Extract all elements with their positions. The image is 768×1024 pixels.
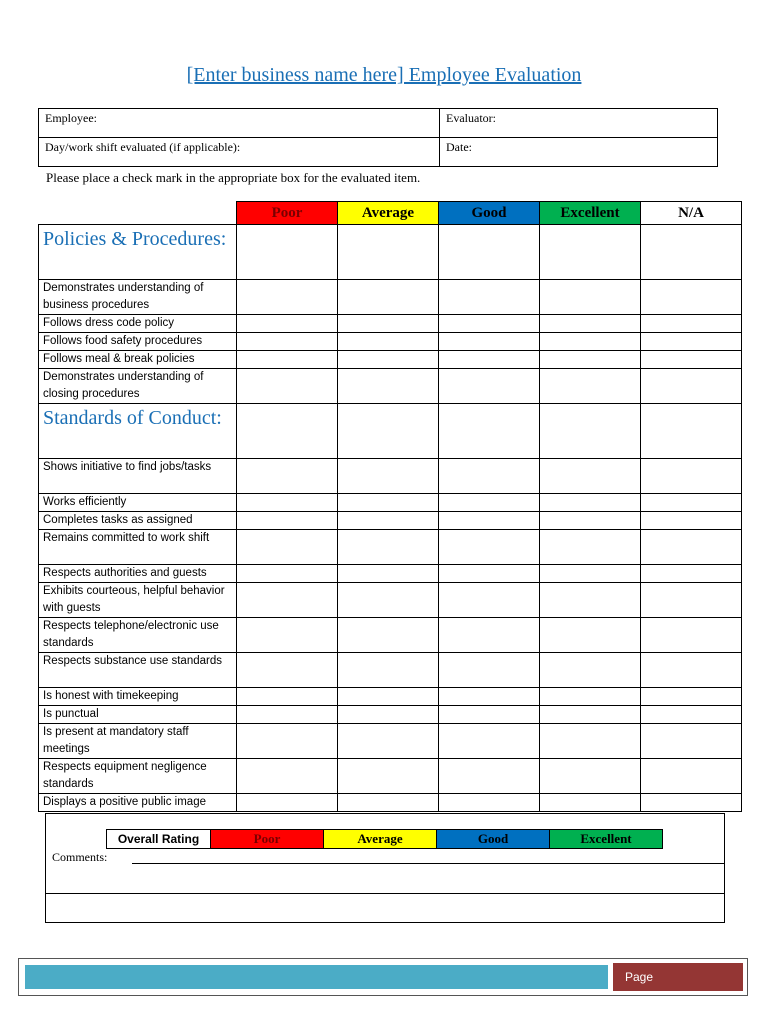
rating-header-average: Average [338,202,439,225]
checkbox-cell-poor[interactable] [237,351,338,369]
checkbox-cell-excellent[interactable] [540,512,641,530]
checkbox-cell-good[interactable] [439,565,540,583]
evaluator-field[interactable]: Evaluator: [440,109,718,138]
checkbox-cell-excellent[interactable] [540,724,641,759]
criterion-label: Respects substance use standards [39,653,237,688]
header-blank-cell [39,202,237,225]
checkbox-cell-good[interactable] [439,759,540,794]
section-cell-average [338,225,439,280]
checkbox-cell-good[interactable] [439,618,540,653]
checkbox-cell-excellent[interactable] [540,688,641,706]
overall-rating-good[interactable]: Good [437,830,550,849]
checkbox-cell-poor[interactable] [237,459,338,494]
comments-label: Comments: [52,850,108,864]
shift-field[interactable]: Day/work shift evaluated (if applicable): [39,138,440,167]
criterion-label: Displays a positive public image [39,794,237,812]
checkbox-cell-na[interactable] [641,724,742,759]
checkbox-cell-average[interactable] [338,583,439,618]
checkbox-cell-excellent[interactable] [540,280,641,315]
section-cell-excellent [540,404,641,459]
checkbox-cell-average[interactable] [338,351,439,369]
section-row [39,404,742,459]
section-cell-poor [237,404,338,459]
checkbox-cell-na[interactable] [641,512,742,530]
checkbox-cell-good[interactable] [439,530,540,565]
checkbox-cell-na[interactable] [641,653,742,688]
checkbox-cell-excellent[interactable] [540,530,641,565]
criterion-label: Exhibits courteous, helpful behavior with guests [39,583,237,618]
checkbox-cell-excellent[interactable] [540,583,641,618]
checkbox-cell-excellent[interactable] [540,794,641,812]
checkbox-cell-poor[interactable] [237,494,338,512]
section-title: Policies & Procedures: [39,225,237,280]
checkbox-cell-average[interactable] [338,653,439,688]
criterion-row [39,706,742,724]
page-number-label: Page [613,963,743,991]
checkbox-cell-na[interactable] [641,459,742,494]
checkbox-cell-poor[interactable] [237,280,338,315]
checkbox-cell-average[interactable] [338,459,439,494]
checkbox-cell-na[interactable] [641,315,742,333]
checkbox-cell-excellent[interactable] [540,333,641,351]
criterion-label: Demonstrates understanding of closing procedures [39,369,237,404]
checkbox-cell-average[interactable] [338,369,439,404]
criterion-row [39,530,742,565]
checkbox-cell-excellent[interactable] [540,618,641,653]
checkbox-cell-average[interactable] [338,688,439,706]
criterion-label: Follows meal & break policies [39,351,237,369]
checkbox-cell-na[interactable] [641,565,742,583]
checkbox-cell-na[interactable] [641,494,742,512]
rating-header-poor: Poor [237,202,338,225]
criterion-row [39,369,742,404]
criterion-row [39,618,742,653]
section-cell-good [439,225,540,280]
criterion-row [39,724,742,759]
checkbox-cell-good[interactable] [439,280,540,315]
criterion-row [39,653,742,688]
date-field[interactable]: Date: [440,138,718,167]
section-cell-poor [237,225,338,280]
overall-rating-average[interactable]: Average [324,830,437,849]
checkbox-cell-excellent[interactable] [540,459,641,494]
criterion-label: Respects equipment negligence standards [39,759,237,794]
checkbox-cell-na[interactable] [641,369,742,404]
criterion-row [39,583,742,618]
checkbox-cell-good[interactable] [439,494,540,512]
checkbox-cell-poor[interactable] [237,618,338,653]
checkbox-cell-poor[interactable] [237,688,338,706]
checkbox-cell-na[interactable] [641,794,742,812]
checkbox-cell-poor[interactable] [237,583,338,618]
criterion-label: Works efficiently [39,494,237,512]
checkbox-cell-average[interactable] [338,280,439,315]
overall-rating-label: Overall Rating [107,830,211,849]
overall-rating-excellent[interactable]: Excellent [550,830,663,849]
checkbox-cell-na[interactable] [641,583,742,618]
criterion-label: Shows initiative to find jobs/tasks [39,459,237,494]
checkbox-cell-poor[interactable] [237,759,338,794]
comments-line-1[interactable] [132,863,724,864]
checkbox-cell-excellent[interactable] [540,759,641,794]
criterion-label: Demonstrates understanding of business procedures [39,280,237,315]
criterion-label: Respects telephone/electronic use standards [39,618,237,653]
checkbox-cell-good[interactable] [439,369,540,404]
section-title: Standards of Conduct: [39,404,237,459]
checkbox-cell-poor[interactable] [237,706,338,724]
checkbox-cell-good[interactable] [439,706,540,724]
checkbox-cell-na[interactable] [641,618,742,653]
footer-accent-bar [25,965,608,989]
checkbox-cell-good[interactable] [439,351,540,369]
checkbox-cell-good[interactable] [439,583,540,618]
rating-header-good: Good [439,202,540,225]
criterion-row [39,565,742,583]
criterion-row [39,333,742,351]
criterion-row [39,315,742,333]
criterion-row [39,459,742,494]
criterion-row [39,759,742,794]
instructions-text: Please place a check mark in the appropriate box for the evaluated item. [46,170,421,185]
criterion-label: Is punctual [39,706,237,724]
checkbox-cell-poor[interactable] [237,653,338,688]
checkbox-cell-excellent[interactable] [540,494,641,512]
section-cell-na [641,225,742,280]
checkbox-cell-poor[interactable] [237,333,338,351]
criterion-label: Follows dress code policy [39,315,237,333]
checkbox-cell-average[interactable] [338,565,439,583]
checkbox-cell-excellent[interactable] [540,706,641,724]
checkbox-cell-excellent[interactable] [540,315,641,333]
checkbox-cell-na[interactable] [641,759,742,794]
criterion-row [39,794,742,812]
criterion-label: Completes tasks as assigned [39,512,237,530]
checkbox-cell-excellent[interactable] [540,369,641,404]
checkbox-cell-na[interactable] [641,333,742,351]
criterion-label: Follows food safety procedures [39,333,237,351]
rating-header-na: N/A [641,202,742,225]
checkbox-cell-poor[interactable] [237,369,338,404]
section-cell-excellent [540,225,641,280]
overall-rating-poor[interactable]: Poor [211,830,324,849]
checkbox-cell-good[interactable] [439,512,540,530]
checkbox-cell-good[interactable] [439,333,540,351]
checkbox-cell-poor[interactable] [237,724,338,759]
checkbox-cell-good[interactable] [439,688,540,706]
checkbox-cell-poor[interactable] [237,530,338,565]
rating-header-excellent: Excellent [540,202,641,225]
page-title: [Enter business name here] Employee Evaluation [186,64,582,86]
criterion-row [39,494,742,512]
checkbox-cell-poor[interactable] [237,315,338,333]
checkbox-cell-good[interactable] [439,794,540,812]
footer-bar [18,958,748,996]
checkbox-cell-poor[interactable] [237,512,338,530]
criterion-row [39,688,742,706]
criterion-row [39,351,742,369]
employee-field[interactable]: Employee: [39,109,440,138]
checkbox-cell-good[interactable] [439,724,540,759]
checkbox-cell-good[interactable] [439,459,540,494]
checkbox-cell-average[interactable] [338,333,439,351]
checkbox-cell-na[interactable] [641,530,742,565]
section-cell-na [641,404,742,459]
section-row [39,225,742,280]
checkbox-cell-na[interactable] [641,688,742,706]
criterion-row [39,512,742,530]
section-cell-average [338,404,439,459]
comments-line-2[interactable] [46,893,724,894]
checkbox-cell-poor[interactable] [237,565,338,583]
evaluation-table [38,201,742,812]
employee-info-table [38,108,718,167]
checkbox-cell-average[interactable] [338,494,439,512]
criterion-label: Remains committed to work shift [39,530,237,565]
checkbox-cell-excellent[interactable] [540,653,641,688]
checkbox-cell-poor[interactable] [237,794,338,812]
checkbox-cell-average[interactable] [338,759,439,794]
checkbox-cell-average[interactable] [338,618,439,653]
checkbox-cell-average[interactable] [338,530,439,565]
checkbox-cell-average[interactable] [338,512,439,530]
checkbox-cell-average[interactable] [338,315,439,333]
checkbox-cell-average[interactable] [338,794,439,812]
section-cell-good [439,404,540,459]
checkbox-cell-average[interactable] [338,724,439,759]
criterion-row [39,280,742,315]
criterion-label: Is present at mandatory staff meetings [39,724,237,759]
checkbox-cell-excellent[interactable] [540,565,641,583]
rating-header-row [39,202,742,225]
checkbox-cell-excellent[interactable] [540,351,641,369]
overall-rating-table [106,829,663,849]
checkbox-cell-na[interactable] [641,280,742,315]
checkbox-cell-average[interactable] [338,706,439,724]
checkbox-cell-na[interactable] [641,351,742,369]
overall-rating-box [45,813,725,923]
checkbox-cell-good[interactable] [439,315,540,333]
checkbox-cell-na[interactable] [641,706,742,724]
criterion-label: Is honest with timekeeping [39,688,237,706]
criterion-label: Respects authorities and guests [39,565,237,583]
checkbox-cell-good[interactable] [439,653,540,688]
